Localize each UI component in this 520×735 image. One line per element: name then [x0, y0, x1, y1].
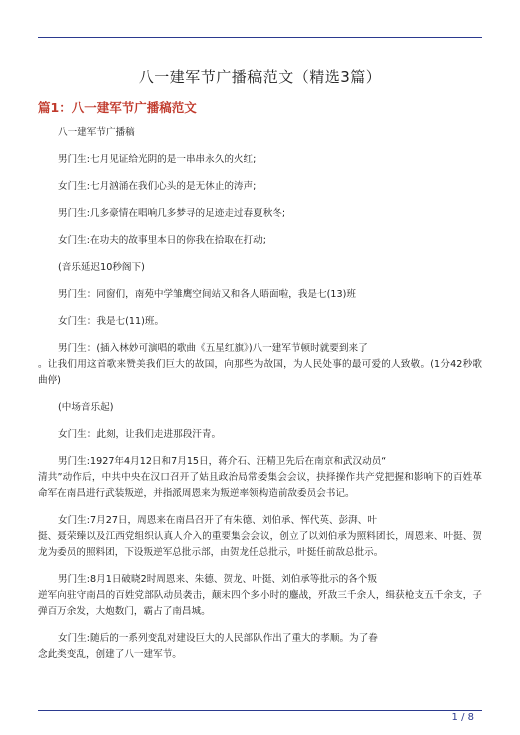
document-body	[38, 125, 482, 674]
paragraph	[38, 260, 482, 276]
paragraph-continuation: 。让我们用这首歌来赞美我们巨大的故国，向那些为故国，为人民处事的最可爱的人致敬。(1分42秒歌曲停)	[38, 359, 482, 386]
paragraph-first-line: 八一建军节广播稿	[58, 127, 135, 138]
paragraph	[38, 400, 482, 416]
paragraph-first-line: 男门生：(插入林妙可演唱的歌曲《五星红旗》)八一建军节顿时就要到来了	[58, 343, 368, 354]
page-indicator: 1 / 8	[451, 712, 474, 723]
paragraph-first-line: (音乐延迟10秒阁下)	[58, 262, 145, 273]
paragraph-first-line: 男门生:8月1日破晓2时周恩来、朱德、贺龙、叶挺、刘伯承等批示的各个叛	[58, 574, 377, 585]
paragraph-continuation: 念此类变乱，创建了八一建军节。	[38, 649, 182, 660]
paragraph	[38, 125, 482, 141]
paragraph-first-line: (中场音乐起)	[58, 402, 114, 413]
paragraph-first-line: 男门生：同窗们，南苑中学雏鹰空间站又和各人晤面啦，我是七(13)班	[58, 289, 356, 300]
paragraph	[38, 314, 482, 330]
paragraph-first-line: 女门生：我是七(11)班。	[58, 316, 165, 327]
document-title: 八一建军节广播稿范文（精选3篇）	[138, 68, 382, 86]
paragraph-first-line: 女门生:随后的一系列变乱对建设巨大的人民部队作出了重大的孝顺。为了眷	[58, 633, 378, 644]
paragraph	[38, 206, 482, 222]
paragraph	[38, 179, 482, 195]
paragraph-first-line: 女门生:在功夫的故事里本日的你我在拾取在打动;	[58, 235, 266, 246]
paragraph-continuation: 逆军向驻守南昌的百姓党部队动员袭击，颠末四个多小时的鏖战，歼敌三千余人，缉获枪支五千余支，子弹百万余发，大炮数门，霸占了南昌城。	[38, 590, 482, 617]
paragraph	[38, 152, 482, 168]
section-heading: 篇1：八一建军节广播稿范文	[38, 100, 197, 115]
paragraph	[38, 427, 482, 443]
paragraph	[38, 341, 482, 389]
paragraph	[38, 513, 482, 561]
paragraph-first-line: 女门生：此刻，让我们走进那段汗青。	[58, 429, 222, 440]
header-rule	[38, 37, 482, 38]
paragraph-continuation: 清共”动作后，中共中央在汉口召开了姑且政治局常委集会会议，抉择操作共产党把握和影响下的百姓革命军在南昌进行武装叛逆，并指派周恩来为叛逆率领构造前敌委员会书记。	[38, 472, 482, 499]
paragraph-first-line: 女门生:7月27日，周恩来在南昌召开了有朱德、刘伯承、恽代英、彭湃、叶	[58, 515, 377, 526]
paragraph	[38, 233, 482, 249]
paragraph-first-line: 男门生:1927年4月12日和7月15日，蒋介石、汪精卫先后在南京和武汉动员“	[58, 456, 387, 467]
paragraph-first-line: 男门生:几多豪情在唱响几多梦寻的足迹走过春夏秋冬;	[58, 208, 286, 219]
paragraph	[38, 287, 482, 303]
paragraph-continuation: 挺、聂荣臻以及江西党组织认真人介入的重要集会会议，创立了以刘伯承为照料团长，周恩来、叶挺、贺龙为委员的照料团，下设叛逆军总批示部，由贺龙任总批示，叶挺任前敌总批示。	[38, 531, 482, 558]
paragraph	[38, 572, 482, 620]
footer-rule	[38, 710, 482, 711]
paragraph	[38, 454, 482, 502]
paragraph-first-line: 女门生:七月汹涌在我们心头的是无休止的涛声;	[58, 181, 257, 192]
paragraph-first-line: 男门生:七月见证给光阴的是一串串永久的火红;	[58, 154, 257, 165]
paragraph	[38, 631, 482, 663]
